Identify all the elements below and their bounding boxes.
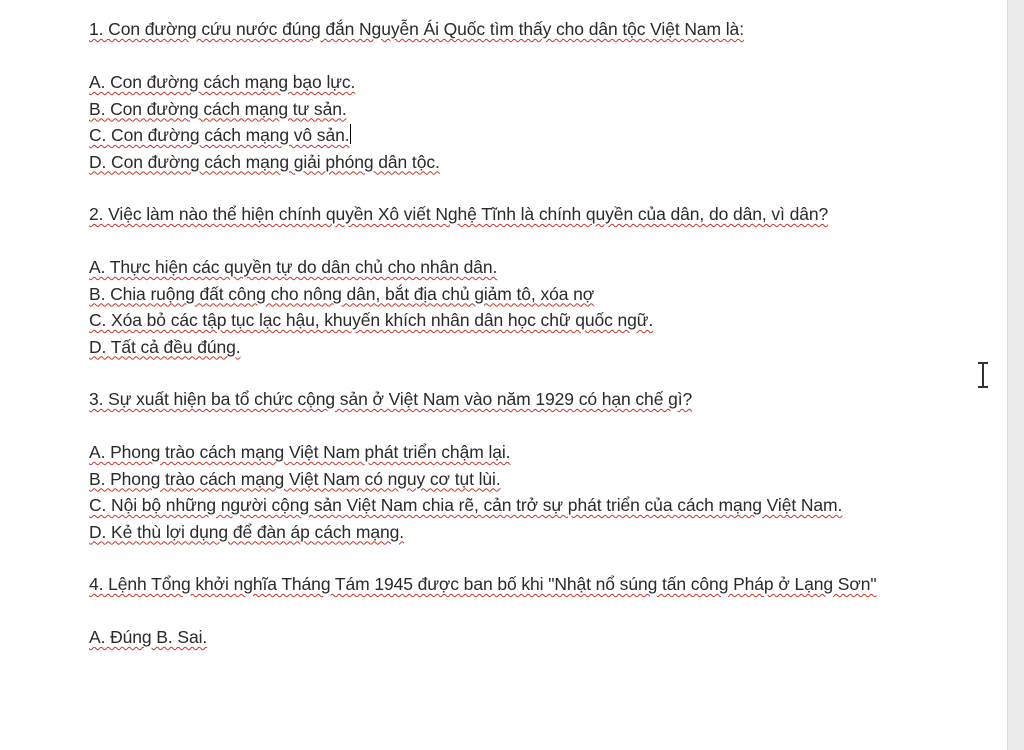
option-list bbox=[89, 69, 889, 175]
question-3 bbox=[89, 386, 889, 545]
option-b: B. Phong trào cách mạng Việt Nam có nguy cơ tụt lùi. bbox=[89, 468, 501, 489]
option-list bbox=[89, 254, 889, 360]
question-text: 2. Việc làm nào thể hiện chính quyền Xô viết Nghệ Tĩnh là chính quyền của dân, do dân, vì dân? bbox=[89, 204, 829, 224]
option-a-b: A. Đúng B. Sai. bbox=[89, 627, 208, 647]
question-text: 3. Sự xuất hiện ba tổ chức cộng sản ở Việt Nam vào năm 1929 có hạn chế gì? bbox=[89, 389, 693, 409]
text-caret bbox=[350, 124, 351, 144]
scrollbar-track[interactable] bbox=[1007, 0, 1024, 750]
question-text: 4. Lệnh Tổng khởi nghĩa Tháng Tám 1945 được ban bố khi "Nhật nổ súng tấn công Pháp ở Lạng Sơn" bbox=[89, 574, 877, 594]
option-b: B. Con đường cách mạng tư sản. bbox=[89, 98, 347, 119]
option-a: A. Thực hiện các quyền tự do dân chủ cho nhân dân. bbox=[89, 257, 498, 277]
question-1 bbox=[89, 16, 889, 175]
question-4 bbox=[89, 571, 889, 651]
option-c: C. Xóa bỏ các tập tục lạc hậu, khuyến khích nhân dân học chữ quốc ngữ. bbox=[89, 310, 654, 330]
i-beam-cursor-icon bbox=[976, 362, 990, 388]
document-body[interactable] bbox=[89, 16, 889, 677]
option-d: D. Kẻ thù lợi dụng để đàn áp cách mạng. bbox=[89, 521, 405, 542]
option-a: A. Con đường cách mạng bạo lực. bbox=[89, 72, 356, 92]
option-d: D. Tất cả đều đúng. bbox=[89, 336, 241, 357]
option-c: C. Nội bộ những người cộng sản Việt Nam chia rẽ, cản trở sự phát triển của cách mạng Việt Nam. bbox=[89, 495, 843, 515]
option-d: D. Con đường cách mạng giải phóng dân tộc. bbox=[89, 151, 440, 172]
option-a: A. Phong trào cách mạng Việt Nam phát triển chậm lại. bbox=[89, 442, 511, 462]
question-text: 1. Con đường cứu nước đúng đắn Nguyễn Ái Quốc tìm thấy cho dân tộc Việt Nam là: bbox=[89, 19, 744, 39]
option-b: B. Chia ruộng đất công cho nông dân, bắt địa chủ giảm tô, xóa nợ bbox=[89, 283, 595, 304]
option-c: C. Con đường cách mạng vô sản. bbox=[89, 125, 350, 145]
question-2 bbox=[89, 201, 889, 360]
option-list bbox=[89, 439, 889, 545]
option-list bbox=[89, 624, 889, 651]
option-c-line bbox=[89, 122, 889, 149]
